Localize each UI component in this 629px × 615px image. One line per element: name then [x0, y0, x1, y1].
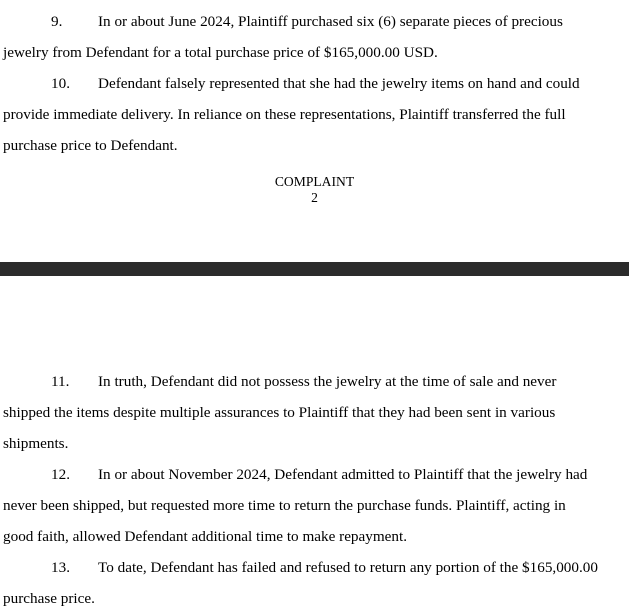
paragraph-number: 12. [51, 466, 70, 483]
page-2-bottom-section [0, 0, 629, 262]
paragraph-13-line-2: purchase price. [3, 590, 95, 607]
paragraph-text: In truth, Defendant did not possess the jewelry at the time of sale and never [98, 373, 557, 390]
paragraph-11-line-2: shipped the items despite multiple assurances to Plaintiff that they had been sent in various [3, 404, 556, 421]
paragraph-text: Defendant falsely represented that she had the jewelry items on hand and could [98, 75, 580, 92]
paragraph-10-line-1 [3, 68, 629, 99]
paragraph-12-line-2: never been shipped, but requested more time to return the purchase funds. Plaintiff, acting in [3, 497, 566, 514]
paragraph-number: 10. [51, 75, 70, 92]
paragraph-number: 9. [51, 13, 63, 30]
page-break-divider [0, 262, 629, 276]
paragraph-9-line-2: jewelry from Defendant for a total purchase price of $165,000.00 USD. [3, 44, 438, 61]
page-3-top-section [0, 276, 629, 615]
paragraph-12-line-1 [3, 459, 629, 490]
paragraph-text: In or about November 2024, Defendant admitted to Plaintiff that the jewelry had [98, 466, 588, 483]
paragraph-9-line-1 [3, 6, 629, 37]
paragraph-11-line-1 [3, 366, 629, 397]
paragraph-number: 11. [51, 373, 70, 390]
footer-label: COMPLAINT [274, 174, 355, 189]
paragraph-10-line-2: provide immediate delivery. In reliance on these representations, Plaintiff transferred the full [3, 106, 566, 123]
paragraph-13-line-1 [3, 552, 629, 583]
paragraph-text: In or about June 2024, Plaintiff purchased six (6) separate pieces of precious [98, 13, 563, 30]
paragraph-10-line-3: purchase price to Defendant. [3, 137, 178, 154]
page-number: 2 [311, 190, 318, 205]
paragraph-text: To date, Defendant has failed and refused to return any portion of the $165,000.00 [98, 559, 598, 576]
paragraph-number: 13. [51, 559, 70, 576]
paragraph-12-line-3: good faith, allowed Defendant additional time to make repayment. [3, 528, 408, 545]
paragraph-11-line-3: shipments. [3, 435, 69, 452]
